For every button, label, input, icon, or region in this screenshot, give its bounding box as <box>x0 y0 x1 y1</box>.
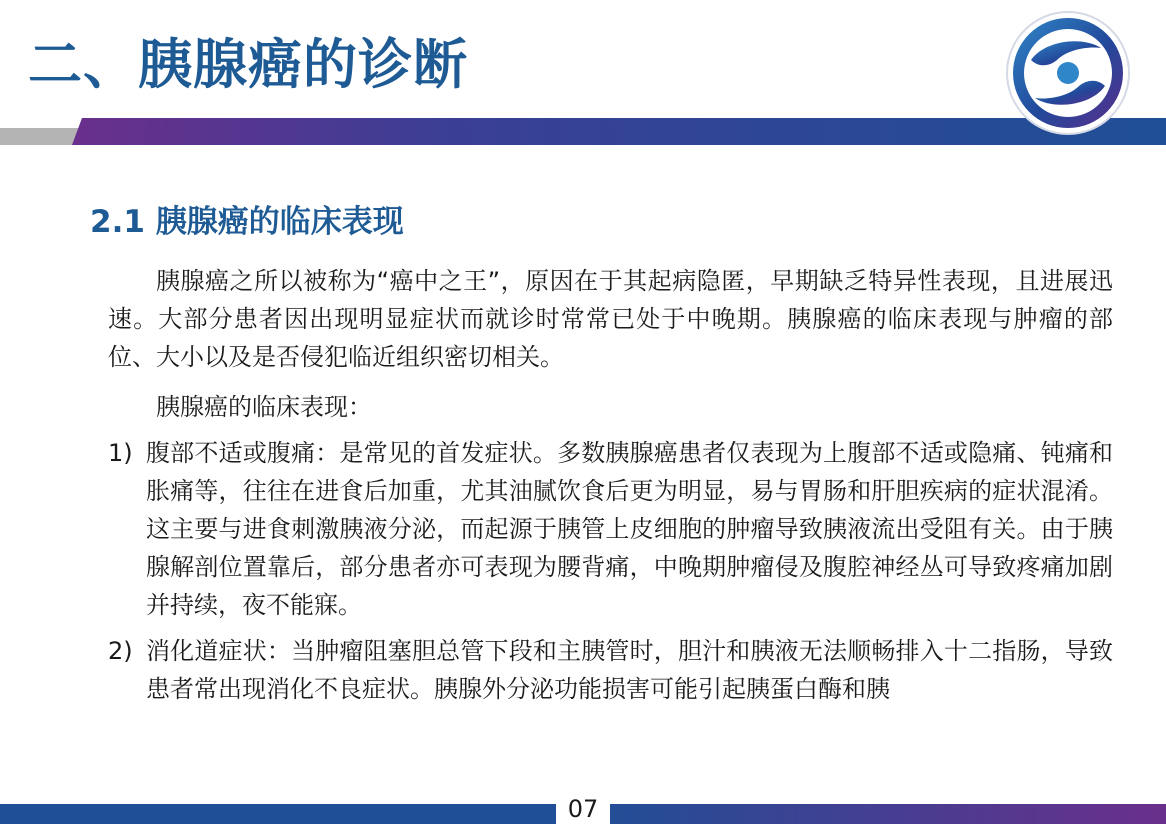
list-item <box>108 434 1113 624</box>
page-number: 07 <box>556 794 610 824</box>
list-item-text: 腹部不适或腹痛：是常见的首发症状。多数胰腺癌患者仅表现为上腹部不适或隐痛、钝痛和胀痛等，往往在进食后加重，尤其油腻饮食后更为明显，易与胃肠和肝胆疾病的症状混淆。这主要与进食刺激胰液分泌，而起源于胰管上皮细胞的肿瘤导致胰液流出受阻有关。由于胰腺解剖位置靠后，部分患者亦可表现为腰背痛，中晚期肿瘤侵及腹腔神经丛可导致疼痛加剧并持续，夜不能寐。 <box>146 439 1113 619</box>
page-title: 二、胰腺癌的诊断 <box>28 33 468 96</box>
list-item-number: 2) <box>108 637 133 665</box>
header-bar-gradient <box>72 118 1166 145</box>
list-item <box>108 632 1113 708</box>
intro-paragraph: 胰腺癌之所以被称为“癌中之王”，原因在于其起病隐匿，早期缺乏特异性表现，且进展迅速。大部分患者因出现明显症状而就诊时常常已处于中晚期。胰腺癌的临床表现与肿瘤的部位、大小以及是否侵犯临近组织密切相关。 <box>108 267 1113 371</box>
content-body <box>108 262 1113 708</box>
header-bar <box>0 105 1166 145</box>
list-intro: 胰腺癌的临床表现： <box>156 393 372 421</box>
list-item-text: 消化道症状：当肿瘤阻塞胆总管下段和主胰管时，胆汁和胰液无法顺畅排入十二指肠，导致患者常出现消化不良症状。胰腺外分泌功能损害可能引起胰蛋白酶和胰 <box>146 637 1113 703</box>
section-heading: 2.1 胰腺癌的临床表现 <box>90 204 404 240</box>
list-item-number: 1) <box>108 439 133 467</box>
hands-circle-logo-icon <box>1005 10 1131 136</box>
